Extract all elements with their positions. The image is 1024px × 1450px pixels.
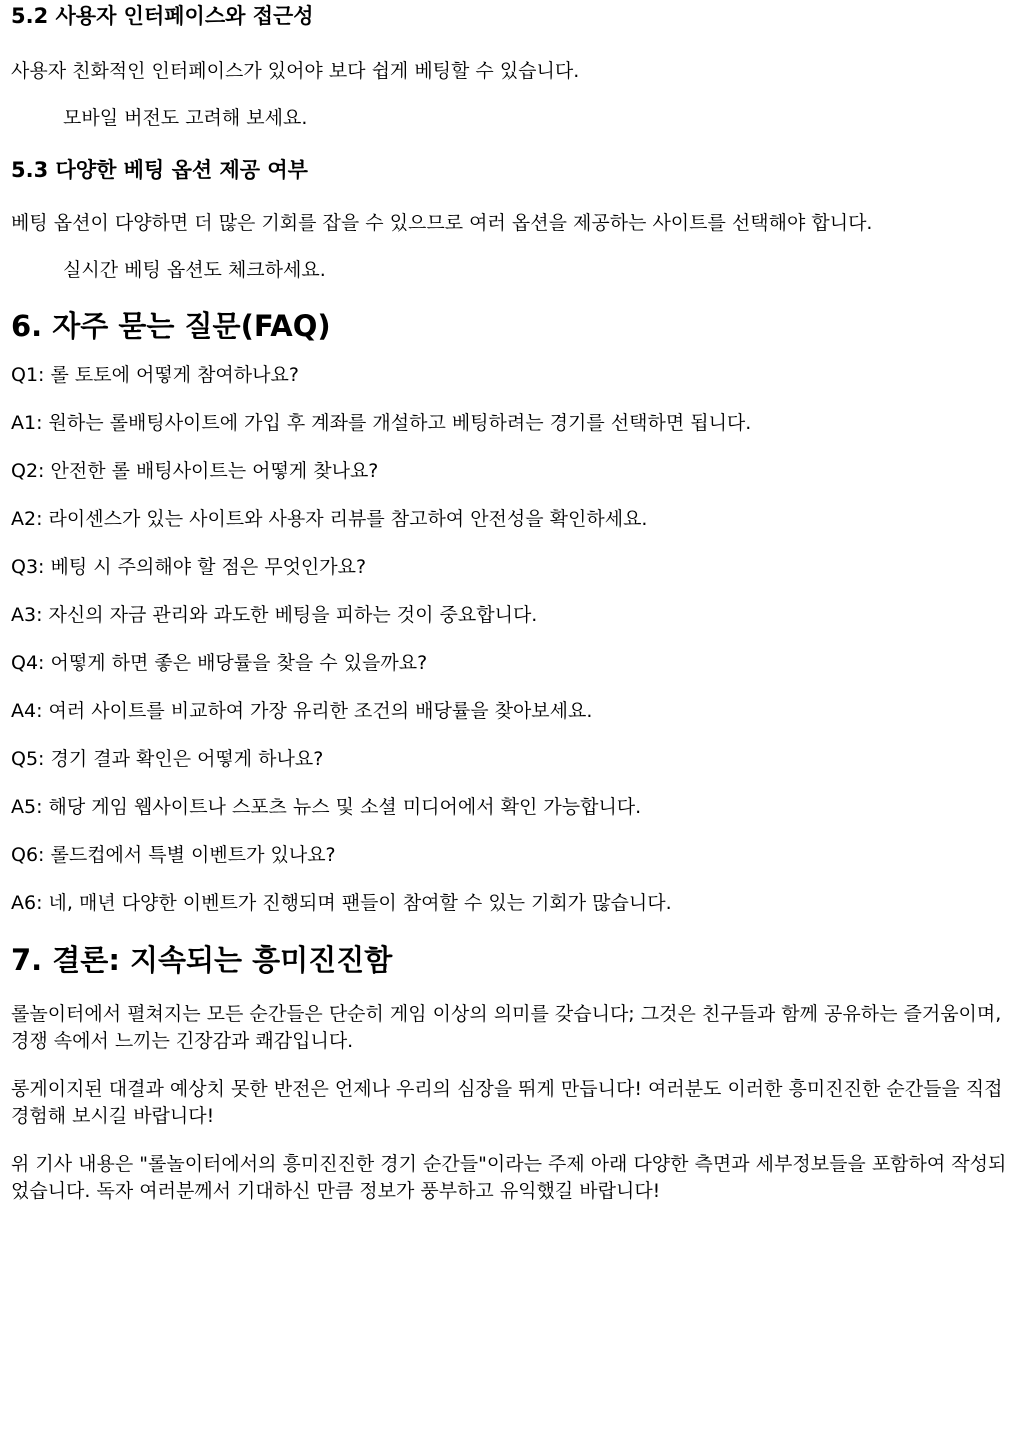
conclusion-paragraph-1: 롤놀이터에서 펼쳐지는 모든 순간들은 단순히 게임 이상의 의미를 갖습니다; 그것은 친구들과 함께 공유하는 즐거움이며, 경쟁 속에서 느끼는 긴장감과 쾌감입니다. [11, 1003, 1002, 1052]
faq-answer-4: A4: 여러 사이트를 비교하여 가장 유리한 조건의 배당률을 찾아보세요. [11, 700, 593, 722]
faq-answer-2: A2: 라이센스가 있는 사이트와 사용자 리뷰를 참고하여 안전성을 확인하세요. [11, 508, 648, 530]
paragraph-5-3-body: 베팅 옵션이 다양하면 더 많은 기회를 잡을 수 있으므로 여러 옵션을 제공하는 사이트를 선택해야 합니다. [11, 212, 873, 234]
paragraph-5-2-tip: 모바일 버전도 고려해 보세요. [63, 107, 308, 129]
faq-answer-6: A6: 네, 매년 다양한 이벤트가 진행되며 팬들이 참여할 수 있는 기회가 많습니다. [11, 892, 672, 914]
faq-answer-3: A3: 자신의 자금 관리와 과도한 베팅을 피하는 것이 중요합니다. [11, 604, 538, 626]
heading-5-3: 5.3 다양한 베팅 옵션 제공 여부 [11, 158, 308, 182]
faq-question-1: Q1: 롤 토토에 어떻게 참여하나요? [11, 364, 299, 386]
heading-conclusion: 7. 결론: 지속되는 흥미진진함 [11, 943, 393, 977]
heading-faq: 6. 자주 묻는 질문(FAQ) [11, 309, 331, 343]
faq-question-5: Q5: 경기 결과 확인은 어떻게 하나요? [11, 748, 324, 770]
paragraph-5-2-body: 사용자 친화적인 인터페이스가 있어야 보다 쉽게 베팅할 수 있습니다. [11, 60, 580, 82]
faq-question-4: Q4: 어떻게 하면 좋은 배당률을 찾을 수 있을까요? [11, 652, 428, 674]
conclusion-paragraph-2: 롱게이지된 대결과 예상치 못한 반전은 언제나 우리의 심장을 뛰게 만듭니다! 여러분도 이러한 흥미진진한 순간들을 직접 경험해 보시길 바랍니다! [11, 1078, 1003, 1127]
heading-5-2: 5.2 사용자 인터페이스와 접근성 [11, 4, 314, 28]
faq-question-3: Q3: 베팅 시 주의해야 할 점은 무엇인가요? [11, 556, 367, 578]
faq-answer-1: A1: 원하는 롤배팅사이트에 가입 후 계좌를 개설하고 베팅하려는 경기를 선택하면 됩니다. [11, 412, 752, 434]
paragraph-5-3-tip: 실시간 베팅 옵션도 체크하세요. [63, 259, 326, 281]
faq-answer-5: A5: 해당 게임 웹사이트나 스포츠 뉴스 및 소셜 미디어에서 확인 가능합니다. [11, 796, 642, 818]
faq-question-2: Q2: 안전한 롤 배팅사이트는 어떻게 찾나요? [11, 460, 379, 482]
faq-question-6: Q6: 롤드컵에서 특별 이벤트가 있나요? [11, 844, 336, 866]
conclusion-paragraph-3: 위 기사 내용은 "롤놀이터에서의 흥미진진한 경기 순간들"이라는 주제 아래 다양한 측면과 세부정보들을 포함하여 작성되었습니다. 독자 여러분께서 기대하신 만큼 정보가 풍부하고 유익했길 바랍니다! [11, 1153, 1007, 1202]
article [0, 2, 1024, 1205]
